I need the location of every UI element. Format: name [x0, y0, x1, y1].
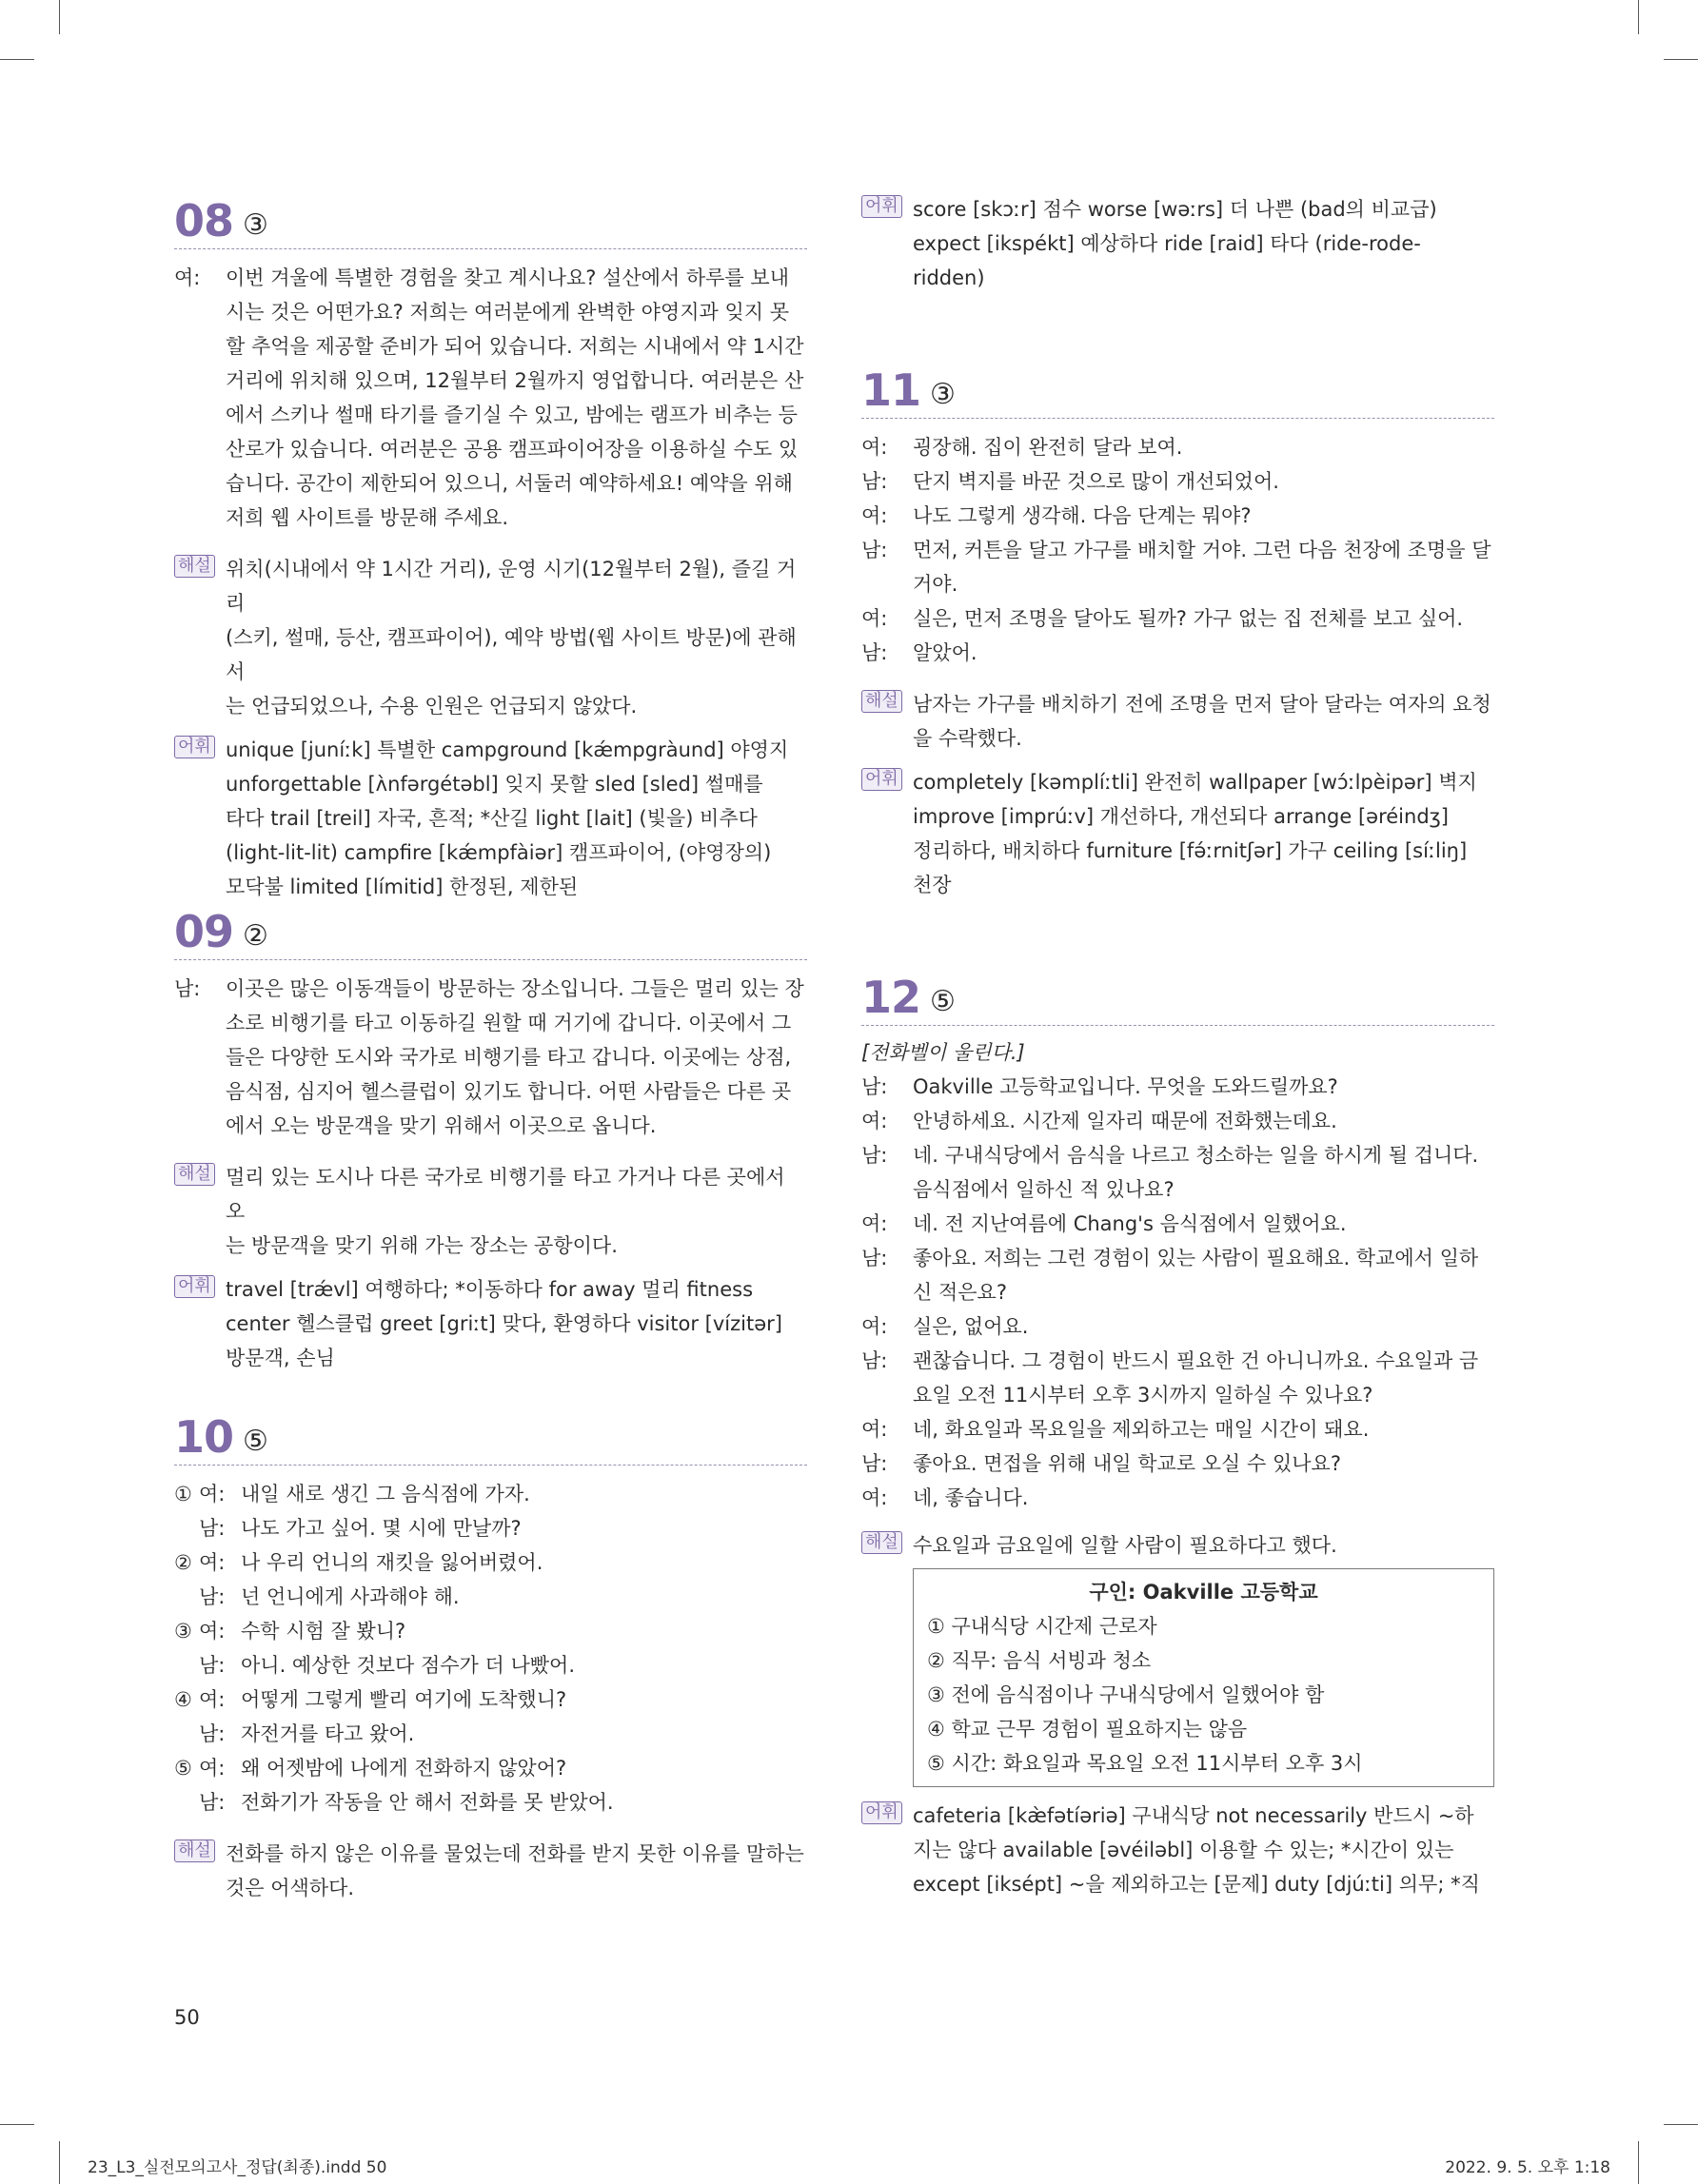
dialogue-line	[861, 1344, 1494, 1378]
dialogue-text: 들은 다양한 도시와 국가로 비행기를 타고 갑니다. 이곳에는 상점,	[226, 1046, 792, 1069]
vocabulary-text: 모닥불 limited [límitid] 한정된, 제한된	[226, 876, 579, 898]
option-line	[174, 1785, 807, 1820]
question-number: 10	[174, 1411, 234, 1463]
dialogue-text: 네. 구내식당에서 음식을 나르고 청소하는 일을 하시게 될 겁니다.	[913, 1144, 1479, 1167]
vocabulary-text: (light-lit-lit) campfire [kǽmpfàiər] 캠프파이어, (야영장의)	[226, 841, 772, 864]
answer-mark: ③	[930, 378, 956, 411]
vocabulary-tag: 어휘	[174, 736, 215, 758]
dialogue-text: 단지 벽지를 바꾼 것으로 많이 개선되었어.	[913, 470, 1279, 493]
dialogue-text: 저희 웹 사이트를 방문해 주세요.	[226, 506, 509, 529]
footer-date: 2022. 9. 5. 오후 1:18	[1445, 2158, 1610, 2177]
dialogue-text: 음식점, 심지어 헬스클럽이 있기도 합니다. 어떤 사람들은 다른 곳	[226, 1080, 792, 1103]
dialogue-line	[861, 430, 1494, 464]
dialogue-text: 왜 어젯밤에 나에게 전화하지 않았어?	[241, 1757, 567, 1780]
job-posting-box	[913, 1568, 1494, 1787]
speaker-label: 여:	[174, 266, 201, 289]
crop-mark	[1664, 59, 1698, 60]
explanation-tag: 해설	[174, 555, 215, 578]
dialogue-line	[174, 501, 807, 535]
vocabulary-tag: 어휘	[861, 768, 902, 791]
option-number: ①	[174, 1483, 192, 1505]
speaker-label: 여:	[861, 1418, 888, 1441]
crop-mark	[1664, 2124, 1698, 2125]
crop-mark	[0, 59, 34, 60]
dialogue-text: 요일 오전 11시부터 오후 3시까지 일하실 수 있나요?	[913, 1384, 1373, 1407]
option-line	[174, 1717, 807, 1751]
vocabulary-text: center 헬스클럽 greet [griːt] 맞다, 환영하다 visitor [vízitər]	[226, 1312, 782, 1335]
dialogue-text: 습니다. 공간이 제한되어 있으니, 서둘러 예약하세요! 예약을 위해	[226, 472, 793, 495]
dialogue-line	[174, 1074, 807, 1109]
options-list	[174, 1477, 807, 1820]
vocabulary-text: ridden)	[913, 266, 985, 289]
dialogue-text: 나도 가고 싶어. 몇 시에 만날까?	[241, 1517, 522, 1540]
dialogue-line	[861, 1104, 1494, 1138]
speaker-label: 남:	[861, 470, 888, 493]
dialogue-text: Oakville 고등학교입니다. 무엇을 도와드릴까요?	[913, 1075, 1338, 1098]
speaker-label: 여:	[861, 436, 888, 459]
option-line	[174, 1682, 807, 1717]
option-line	[174, 1511, 807, 1545]
vocabulary	[861, 765, 1494, 902]
script	[861, 1070, 1494, 1515]
dialogue-line	[174, 1040, 807, 1074]
explanation	[174, 1160, 807, 1263]
dialogue-text: 어떻게 그렇게 빨리 여기에 도착했니?	[241, 1688, 567, 1711]
question-12	[861, 967, 1494, 1901]
explanation-tag: 해설	[174, 1163, 215, 1186]
question-10	[174, 1407, 807, 1905]
speaker-label: 남:	[199, 1585, 226, 1608]
vocabulary-text: cafeteria [kæ̀fətíəriə] 구내식당 not necessarily 반드시 ~하	[913, 1804, 1474, 1827]
explanation-text: (스키, 썰매, 등산, 캠프파이어), 예약 방법(웹 사이트 방문)에 관해서	[226, 626, 797, 683]
explanation-text: 을 수락했다.	[913, 727, 1022, 750]
speaker-label: 여:	[861, 1110, 888, 1132]
dialogue-line	[174, 1109, 807, 1143]
dialogue-text: 내일 새로 생긴 그 음식점에 가자.	[241, 1483, 530, 1505]
speaker-label: 여:	[199, 1551, 226, 1574]
explanation	[174, 1837, 807, 1905]
dialogue-text: 전화기가 작동을 안 해서 전화를 못 받았어.	[241, 1791, 614, 1814]
question-number: 11	[861, 364, 921, 416]
vocabulary-text: unforgettable [ʌ̀nfərgétəbl] 잊지 못할 sled [sled] 썰매를	[226, 773, 763, 796]
speaker-label: 남:	[861, 641, 888, 664]
dialogue-line	[861, 1138, 1494, 1172]
dialogue-text: 소로 비행기를 타고 이동하길 원할 때 거기에 갑니다. 이곳에서 그	[226, 1012, 792, 1034]
crop-mark	[1638, 2141, 1639, 2184]
job-posting-item: ⑤ 시간: 화요일과 목요일 오전 11시부터 오후 3시	[927, 1752, 1363, 1775]
explanation-tag: 해설	[861, 690, 902, 713]
dialogue-line	[861, 1412, 1494, 1446]
answer-mark: ⑤	[243, 1425, 268, 1458]
dialogue-text: 에서 스키나 썰매 타기를 즐기실 수 있고, 밤에는 램프가 비추는 등	[226, 403, 798, 426]
explanation-text: 남자는 가구를 배치하기 전에 조명을 먼저 달아 달라는 여자의 요청	[913, 693, 1491, 716]
dialogue-line	[174, 261, 807, 295]
dialogue-text: 수학 시험 잘 봤니?	[241, 1620, 406, 1643]
question-10-vocabulary	[861, 192, 1494, 295]
dialogue-line	[174, 364, 807, 398]
script	[174, 261, 807, 535]
dialogue-text: 산로가 있습니다. 여러분은 공용 캠프파이어장을 이용하실 수도 있	[226, 438, 799, 461]
dialogue-line	[861, 567, 1494, 601]
vocabulary	[861, 192, 1494, 295]
dialogue-text: 자전거를 타고 왔어.	[241, 1722, 415, 1745]
dialogue-line	[861, 464, 1494, 499]
option-line	[174, 1580, 807, 1614]
speaker-label: 남:	[861, 539, 888, 561]
dialogue-line	[861, 1446, 1494, 1481]
dialogue-text: 시는 것은 어떤가요? 저희는 여러분에게 완벽한 야영지과 잊지 못	[226, 301, 789, 324]
answer-mark: ⑤	[930, 985, 956, 1018]
vocabulary-text: except [iksépt] ~을 제외하고는 [문제] duty [djúːti] 의무; *직	[913, 1873, 1480, 1896]
dialogue-line	[174, 432, 807, 466]
speaker-label: 남:	[199, 1517, 226, 1540]
dialogue-line	[861, 1481, 1494, 1515]
option-number: ⑤	[174, 1757, 192, 1780]
dialogue-text: 먼저, 커튼을 달고 가구를 배치할 거야. 그런 다음 천장에 조명을 달	[913, 539, 1491, 561]
explanation-text: 위치(시내에서 약 1시간 거리), 운영 시기(12월부터 2월), 즐길 거리	[226, 558, 797, 615]
dialogue-text: 네, 좋습니다.	[913, 1486, 1029, 1509]
dialogue-line	[174, 295, 807, 329]
speaker-label: 여:	[861, 1212, 888, 1235]
speaker-label: 여:	[861, 1486, 888, 1509]
dialogue-line	[861, 1207, 1494, 1241]
explanation-tag: 해설	[174, 1840, 215, 1862]
speaker-label: 여:	[861, 504, 888, 527]
dialogue-line	[861, 601, 1494, 636]
answer-mark: ②	[243, 919, 268, 953]
dialogue-line	[861, 1070, 1494, 1104]
job-posting-title: 구인: Oakville 고등학교	[1089, 1581, 1318, 1604]
option-line	[174, 1648, 807, 1682]
dialogue-text: 거야.	[913, 573, 958, 596]
stage-direction: [전화벨이 울린다.]	[861, 1041, 1025, 1064]
job-posting-item: ③ 전에 음식점이나 구내식당에서 일했어야 함	[927, 1683, 1325, 1706]
dialogue-line	[174, 398, 807, 432]
speaker-label: 여:	[199, 1620, 226, 1643]
question-08	[174, 190, 807, 904]
dialogue-text: 음식점에서 일하신 적 있나요?	[913, 1178, 1175, 1201]
dialogue-line	[861, 1241, 1494, 1275]
dialogue-text: 나 우리 언니의 재킷을 잃어버렸어.	[241, 1551, 543, 1574]
job-posting-item: ② 직무: 음식 서빙과 청소	[927, 1649, 1152, 1672]
explanation	[861, 687, 1494, 756]
crop-mark	[1638, 0, 1639, 34]
dialogue-text: 이번 겨울에 특별한 경험을 찾고 계시나요? 설산에서 하루를 보내	[226, 266, 789, 289]
explanation-text: 는 언급되었으나, 수용 인원은 언급되지 않았다.	[226, 695, 638, 718]
explanation-text: 전화를 하지 않은 이유를 물었는데 전화를 받지 못한 이유를 말하는	[226, 1842, 804, 1865]
dialogue-text: 에서 오는 방문객을 맞기 위해서 이곳으로 옵니다.	[226, 1114, 657, 1137]
script	[861, 430, 1494, 670]
explanation-text: 수요일과 금요일에 일할 사람이 필요하다고 했다.	[913, 1534, 1337, 1557]
crop-mark	[0, 2124, 34, 2125]
dialogue-text: 거리에 위치해 있으며, 12월부터 2월까지 영업합니다. 여러분은 산	[226, 369, 804, 392]
option-line	[174, 1477, 807, 1511]
vocabulary-text: 타다 trail [treil] 자국, 흔적; *산길 light [lait] (빛을) 비추다	[226, 807, 758, 830]
question-11	[861, 360, 1494, 902]
vocabulary-text: 정리하다, 배치하다 furniture [fə́ːrnitʃər] 가구 ceiling [síːliŋ]	[913, 839, 1468, 862]
vocabulary-text: unique [juníːk] 특별한 campground [kǽmpgràund] 야영지	[226, 738, 789, 761]
speaker-label: 남:	[861, 1075, 888, 1098]
explanation-text: 멀리 있는 도시나 다른 국가로 비행기를 타고 가거나 다른 곳에서 오	[226, 1166, 785, 1223]
dialogue-line	[861, 636, 1494, 670]
dialogue-text: 넌 언니에게 사과해야 해.	[241, 1585, 460, 1608]
dialogue-text: 실은, 먼저 조명을 달아도 될까? 가구 없는 집 전체를 보고 싶어.	[913, 607, 1464, 630]
dialogue-line	[174, 1006, 807, 1040]
question-header	[861, 967, 1494, 1026]
dialogue-line	[861, 533, 1494, 567]
vocabulary-tag: 어휘	[174, 1275, 215, 1298]
footer-file: 23_L3_실전모의고사_정답(최종).indd 50	[88, 2158, 387, 2177]
vocabulary-text: score [skɔːr] 점수 worse [wəːrs] 더 나쁜 (bad의 비교급)	[913, 198, 1437, 221]
dialogue-text: 좋아요. 면접을 위해 내일 학교로 오실 수 있나요?	[913, 1452, 1341, 1475]
script	[174, 972, 807, 1143]
question-number: 08	[174, 195, 234, 246]
dialogue-line	[174, 329, 807, 364]
speaker-label: 여:	[199, 1688, 226, 1711]
explanation-tag: 해설	[861, 1531, 902, 1554]
question-number: 12	[861, 972, 921, 1023]
vocabulary	[861, 1799, 1494, 1901]
speaker-label: 남:	[174, 977, 201, 1000]
option-line	[174, 1614, 807, 1648]
dialogue-text: 아니. 예상한 것보다 점수가 더 나빴어.	[241, 1654, 576, 1677]
speaker-label: 여:	[861, 1315, 888, 1338]
speaker-label: 남:	[861, 1349, 888, 1372]
speaker-label: 남:	[861, 1452, 888, 1475]
explanation-text: 는 방문객을 맞기 위해 가는 장소는 공항이다.	[226, 1234, 618, 1257]
explanation	[174, 552, 807, 723]
vocabulary-text: 천장	[913, 874, 952, 896]
option-line	[174, 1545, 807, 1580]
dialogue-line	[861, 499, 1494, 533]
speaker-label: 여:	[199, 1757, 226, 1780]
vocabulary-text: expect [ikspékt] 예상하다 ride [raid] 타다 (ride-rode-	[913, 232, 1421, 255]
vocabulary-tag: 어휘	[861, 195, 902, 218]
page-number: 50	[174, 2006, 200, 2029]
vocabulary-text: improve [imprúːv] 개선하다, 개선되다 arrange [əréindʒ]	[913, 805, 1449, 828]
dialogue-line	[861, 1309, 1494, 1344]
option-number: ③	[174, 1620, 192, 1643]
speaker-label: 남:	[199, 1791, 226, 1814]
question-number: 09	[174, 906, 234, 957]
explanation-text: 것은 어색하다.	[226, 1877, 355, 1899]
job-posting-item: ④ 학교 근무 경험이 필요하지는 않음	[927, 1718, 1248, 1741]
dialogue-text: 이곳은 많은 이동객들이 방문하는 장소입니다. 그들은 멀리 있는 장	[226, 977, 804, 1000]
vocabulary-text: completely [kəmplíːtli] 완전히 wallpaper [wɔ́ːlpèipər] 벽지	[913, 771, 1477, 794]
dialogue-text: 안녕하세요. 시간제 일자리 때문에 전화했는데요.	[913, 1110, 1337, 1132]
speaker-label: 남:	[861, 1144, 888, 1167]
dialogue-line	[174, 466, 807, 501]
dialogue-text: 괜찮습니다. 그 경험이 반드시 필요한 건 아니니까요. 수요일과 금	[913, 1349, 1479, 1372]
question-header	[861, 360, 1494, 419]
dialogue-line	[174, 972, 807, 1006]
vocabulary-text: 지는 않다 available [əvéiləbl] 이용할 수 있는; *시간이 있는	[913, 1839, 1454, 1861]
question-header	[174, 1407, 807, 1466]
speaker-label: 남:	[199, 1654, 226, 1677]
dialogue-text: 알았어.	[913, 641, 977, 664]
dialogue-line	[861, 1378, 1494, 1412]
question-header	[174, 190, 807, 249]
dialogue-text: 굉장해. 집이 완전히 달라 보여.	[913, 436, 1183, 459]
question-header	[174, 901, 807, 960]
answer-mark: ③	[243, 208, 268, 242]
speaker-label: 남:	[861, 1247, 888, 1269]
speaker-label: 여:	[199, 1483, 226, 1505]
dialogue-text: 신 적은요?	[913, 1281, 1007, 1304]
dialogue-line	[861, 1172, 1494, 1207]
dialogue-text: 네, 화요일과 목요일을 제외하고는 매일 시간이 돼요.	[913, 1418, 1370, 1441]
vocabulary	[174, 733, 807, 904]
speaker-label: 여:	[861, 607, 888, 630]
dialogue-text: 나도 그렇게 생각해. 다음 단계는 뭐야?	[913, 504, 1252, 527]
vocabulary-text: 방문객, 손님	[226, 1347, 335, 1369]
question-09	[174, 901, 807, 1375]
dialogue-text: 좋아요. 저희는 그런 경험이 있는 사람이 필요해요. 학교에서 일하	[913, 1247, 1479, 1269]
dialogue-text: 할 추억을 제공할 준비가 되어 있습니다. 저희는 시내에서 약 1시간	[226, 335, 804, 358]
dialogue-text: 실은, 없어요.	[913, 1315, 1029, 1338]
option-line	[174, 1751, 807, 1785]
option-number: ②	[174, 1551, 192, 1574]
dialogue-text: 네. 전 지난여름에 Chang's 음식점에서 일했어요.	[913, 1212, 1347, 1235]
dialogue-line	[861, 1275, 1494, 1309]
option-number: ④	[174, 1688, 192, 1711]
vocabulary-text: travel [trǽvl] 여행하다; *이동하다 for away 멀리 fitness	[226, 1278, 754, 1301]
crop-mark	[59, 0, 60, 34]
speaker-label: 남:	[199, 1722, 226, 1745]
job-posting-item: ① 구내식당 시간제 근로자	[927, 1615, 1157, 1638]
vocabulary-tag: 어휘	[861, 1801, 902, 1824]
explanation	[861, 1528, 1494, 1563]
vocabulary	[174, 1272, 807, 1375]
crop-mark	[59, 2141, 60, 2184]
